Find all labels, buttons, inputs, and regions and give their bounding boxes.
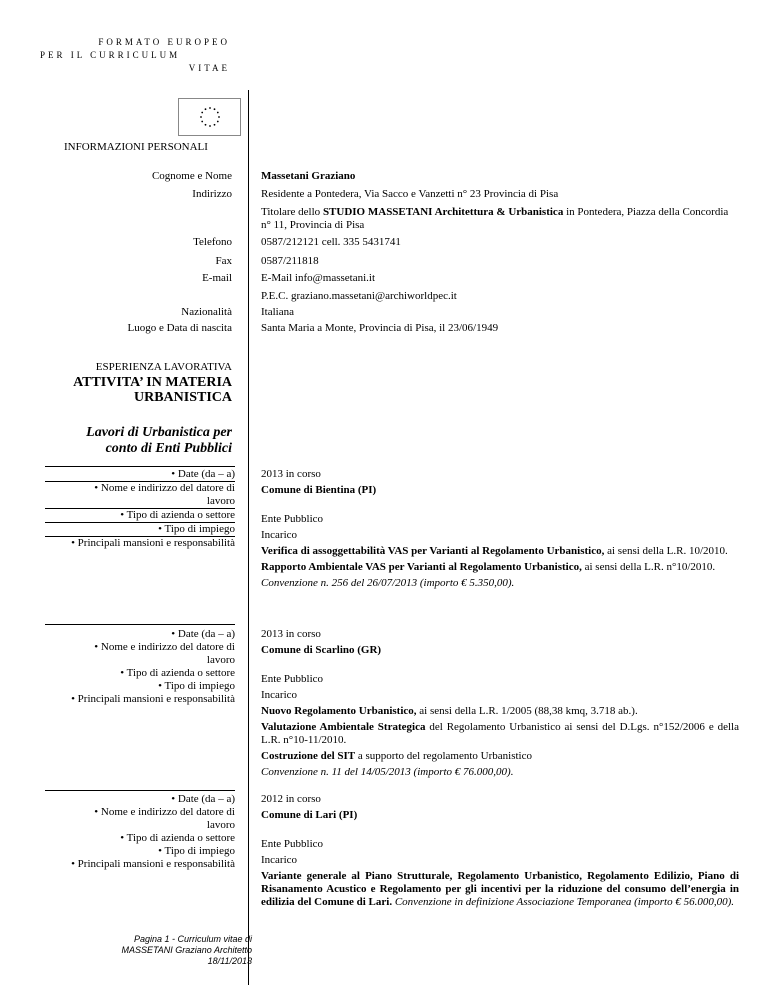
public-works-subheading xyxy=(52,425,232,457)
entry-1-values xyxy=(261,468,739,590)
label-employer: • Nome e indirizzo del datore di xyxy=(94,641,235,653)
cv-format-title xyxy=(40,36,230,75)
entry-1-duty-2: Rapporto Ambientale VAS per Varianti al Regolamento Urbanistico, ai sensi della L.R. n°10/2010. xyxy=(261,561,716,573)
entry-2-job: Incarico xyxy=(261,689,298,701)
label-fax: Fax xyxy=(215,255,232,267)
personal-info-heading: INFORMAZIONI PERSONALI xyxy=(64,141,208,153)
column-divider xyxy=(248,90,249,985)
value-birth: Santa Maria a Monte, Provincia di Pisa, il 23/06/1949 xyxy=(261,322,499,334)
value-nationality: Italiana xyxy=(261,306,294,318)
label-phone: Telefono xyxy=(193,236,232,248)
entry-2-date: 2013 in corso xyxy=(261,628,321,640)
entry-1-date: 2013 in corso xyxy=(261,468,321,480)
eu-stars-icon xyxy=(190,102,230,132)
value-phone: 0587/212121 cell. 335 5431741 xyxy=(261,236,401,248)
page-footer xyxy=(72,934,252,967)
entry-1-duty-1: Verifica di assoggettabilità VAS per Varianti al Regolamento Urbanistico, ai sensi della L.R. 10/2010. xyxy=(261,545,728,557)
label-job: • Tipo di impiego xyxy=(158,680,235,692)
label-sector: • Tipo di azienda o settore xyxy=(120,832,235,844)
label-employer-cont: lavoro xyxy=(45,495,235,509)
entry-3-job: Incarico xyxy=(261,854,298,866)
entry-1-sector: Ente Pubblico xyxy=(261,513,324,525)
label-email: E-mail xyxy=(202,272,232,284)
label-employer: • Nome e indirizzo del datore di xyxy=(94,482,235,494)
label-job: • Tipo di impiego xyxy=(158,845,235,857)
label-nationality: Nazionalità xyxy=(181,306,232,318)
footer-line3: 18/11/2013 xyxy=(207,956,252,966)
label-employer-cont: lavoro xyxy=(206,654,235,666)
entry-1-labels xyxy=(45,468,235,550)
entry-3-employer: Comune di Lari (PI) xyxy=(261,809,358,821)
footer-line1: Pagina 1 - Curriculum vitae di xyxy=(133,934,252,944)
value-email[interactable]: E-Mail info@massetani.it xyxy=(261,272,375,284)
entry-3-sector: Ente Pubblico xyxy=(261,838,324,850)
label-date: • Date (da – a) xyxy=(171,628,235,640)
label-date: • Date (da – a) xyxy=(171,793,235,805)
label-sector: • Tipo di azienda o settore xyxy=(120,667,235,679)
label-date: • Date (da – a) xyxy=(45,468,235,482)
subheading-line1: Lavori di Urbanistica per xyxy=(86,425,232,440)
entry-2-labels xyxy=(45,628,235,706)
entry-2-duty-2: Valutazione Ambientale Strategica del Regolamento Urbanistico ai sensi del D.Lgs. n°152/2006 e della L.R. n°10-11/2010. xyxy=(261,721,739,746)
entry-2-contract: Convenzione n. 11 del 14/05/2013 (importo € 76.000,00). xyxy=(261,766,514,778)
value-fax: 0587/211818 xyxy=(261,255,319,267)
eu-flag-logo xyxy=(178,98,241,136)
subheading-line2: conto di Enti Pubblici xyxy=(105,441,232,456)
entry-3-duty-1: Variante generale al Piano Strutturale, Regolamento Urbanistico, Regolamento Edilizio, Piano di Risanamento Acustico e Regolamento per gli incentivi per la riduzione del consumo dell’energia in edilizia del Comune di Lari. Convenzione in definizione Associazione Temporanea (importo € 56.000,00). xyxy=(261,870,739,908)
label-duties: • Principali mansioni e responsabilità xyxy=(71,858,235,870)
entry-3-date: 2012 in corso xyxy=(261,793,321,805)
entry-2-employer: Comune di Scarlino (GR) xyxy=(261,644,382,656)
value-name: Massetani Graziano xyxy=(261,170,356,182)
entry-2-duty-1: Nuovo Regolamento Urbanistico, ai sensi della L.R. 1/2005 (88,38 kmq, 3.718 ab.). xyxy=(261,705,638,717)
entry-1-contract: Convenzione n. 256 del 26/07/2013 (importo € 5.350,00). xyxy=(261,577,515,589)
experience-heading-line3: URBANISTICA xyxy=(133,390,232,405)
entry-2-top-rule xyxy=(45,624,235,625)
entry-3-values xyxy=(261,793,739,909)
value-address: Residente a Pontedera, Via Sacco e Vanzetti n° 23 Provincia di Pisa xyxy=(261,188,559,200)
entry-2-sector: Ente Pubblico xyxy=(261,673,324,685)
entry-3-top-rule xyxy=(45,790,235,791)
label-job: • Tipo di impiego xyxy=(45,523,235,537)
experience-heading-line2: ATTIVITA’ IN MATERIA xyxy=(73,375,232,390)
entry-3-labels xyxy=(45,793,235,871)
entry-1-employer: Comune di Bientina (PI) xyxy=(261,484,377,496)
entry-1-job: Incarico xyxy=(261,529,298,541)
label-employer: • Nome e indirizzo del datore di xyxy=(94,806,235,818)
label-name: Cognome e Nome xyxy=(151,170,232,182)
value-studio: Titolare dello STUDIO MASSETANI Architettura & Urbanistica in Pontedera, Piazza della Concordia n° 11, Provincia di Pisa xyxy=(261,206,729,231)
entry-2-duty-3: Costruzione del SIT a supporto del regolamento Urbanistico xyxy=(261,750,532,762)
cv-format-line3: VITAE xyxy=(188,63,230,73)
value-pec[interactable]: P.E.C. graziano.massetani@archiworldpec.it xyxy=(261,290,457,302)
cv-format-line2: PER IL CURRICULUM xyxy=(40,50,181,60)
label-birth: Luogo e Data di nascita xyxy=(127,322,232,334)
label-employer-cont: lavoro xyxy=(206,819,235,831)
label-address: Indirizzo xyxy=(192,188,232,200)
entry-2-values xyxy=(261,628,739,779)
experience-heading-line1: ESPERIENZA LAVORATIVA xyxy=(95,361,232,373)
entry-1-top-rule xyxy=(45,466,235,467)
label-duties: • Principali mansioni e responsabilità xyxy=(71,537,235,549)
label-duties: • Principali mansioni e responsabilità xyxy=(71,693,235,705)
footer-line2: MASSETANI Graziano Architetto xyxy=(121,945,252,955)
cv-format-line1: FORMATO EUROPEO xyxy=(98,37,230,47)
label-sector: • Tipo di azienda o settore xyxy=(45,509,235,523)
experience-heading xyxy=(40,360,232,405)
